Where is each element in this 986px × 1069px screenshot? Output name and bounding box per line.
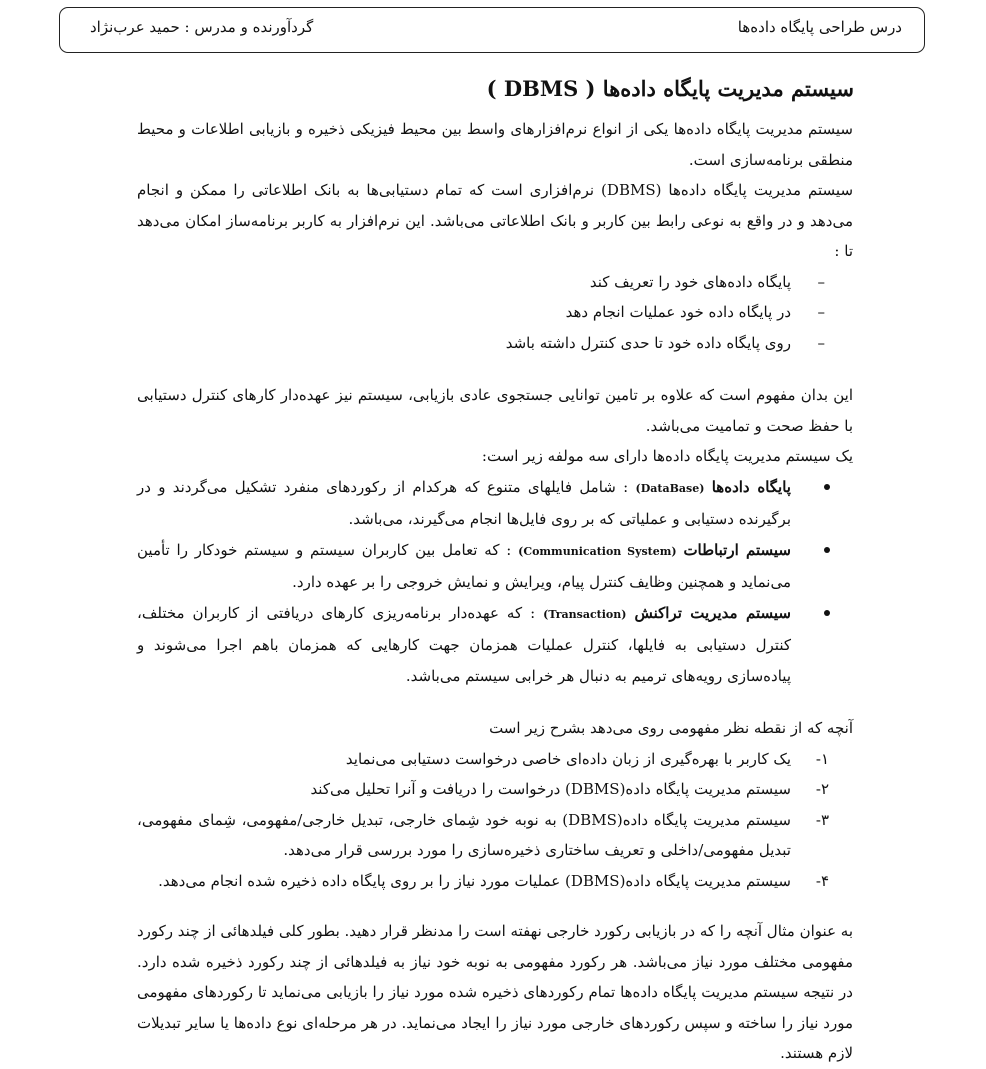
document-body bbox=[137, 114, 853, 1069]
step-number: ۳- bbox=[815, 810, 829, 829]
list-item: – در پایگاه داده خود عملیات انجام دهد bbox=[137, 297, 791, 328]
capabilities-list bbox=[137, 267, 853, 359]
list-item bbox=[137, 805, 829, 866]
page-header bbox=[59, 7, 925, 53]
component-text: : که تعامل بین کاربران سیستم و سیستم خودکار را تأمین می‌نماید و همچنین وظایف کنترل پیام، ویرایش و نمایش خروجی را بر عهده دارد. bbox=[137, 540, 791, 591]
list-item bbox=[137, 744, 829, 775]
course-title: درس طراحی پایگاه داده‌ها bbox=[737, 18, 902, 36]
list-item bbox=[137, 535, 791, 598]
step-number: ۱- bbox=[815, 749, 829, 768]
step-number: ۲- bbox=[815, 780, 829, 798]
section-title: سیستم مدیریت پایگاه داده‌ها ( DBMS ) bbox=[486, 76, 854, 101]
component-en: (Communication System) bbox=[518, 544, 677, 558]
intro-paragraph-1: سیستم مدیریت پایگاه داده‌ها یکی از انواع نرم‌افزارهای واسط بین محیط فیزیکی ذخیره و بازیابی اطلاعات و محیط منطقی برنامه‌سازی است. bbox=[137, 120, 853, 169]
step-text: یک کاربر با بهره‌گیری از زبان داده‌ای خاصی درخواست دستیابی می‌نماید bbox=[345, 749, 791, 768]
component-text: : که عهده‌دار برنامه‌ریزی کارهای دریافتی از کاربران مختلف، کنترل دستیابی به فایلها، کنترل عملیات همزمان جهت کارهایی که همزمان باهم اجرا می‌شوند و پیاده‌سازی رویه‌های ترمیم به دنبال هر خرابی سیستم می‌باشد. bbox=[137, 603, 791, 685]
list-item bbox=[137, 598, 791, 692]
section3-intro: آنچه که از نقطه نظر مفهومی روی می‌دهد بشرح زیر است bbox=[489, 719, 853, 737]
component-name: سیستم مدیریت تراکنش bbox=[634, 603, 791, 622]
section4-paragraph: به عنوان مثال آنچه را که در بازیابی رکورد خارجی نهفته است را مدنظر قرار دهید. بطور کلی فیلدهائی از چند رکورد مفهومی مختلف مورد نیاز می‌باشد. هر رکورد مفهومی به نوبه خود نیاز به فیلدهائی از چند رکورد ذخیره شده دارد. در نتیجه سیستم مدیریت پایگاه داده‌ها تمام رکوردهای ذخیره شده مورد نیاز را بازیابی می‌نماید تا رکوردهای مفهومی مورد نیاز را ساخته و سپس رکوردهای خارجی مورد نیاز را ایجاد می‌نماید. در هر مرحله‌ای نوع داده‌ها یا سایر تبدیلات لازم هستند. bbox=[136, 922, 853, 1062]
list-item bbox=[137, 866, 829, 897]
list-item: – پایگاه داده‌های خود را تعریف کند bbox=[137, 267, 791, 298]
component-en: (Transaction) bbox=[543, 607, 627, 621]
steps-list bbox=[137, 744, 853, 897]
list-item bbox=[137, 472, 791, 535]
component-en: (DataBase) bbox=[635, 481, 705, 495]
list-item: – روی پایگاه داده خود تا حدی کنترل داشته باشد bbox=[137, 328, 791, 359]
section2-paragraph-2: یک سیستم مدیریت پایگاه داده‌ها دارای سه مولفه زیر است: bbox=[481, 447, 853, 465]
step-text: سیستم مدیریت پایگاه داده(DBMS) درخواست را دریافت و آنرا تحلیل می‌کند bbox=[310, 780, 791, 798]
author-line: گردآورنده و مدرس : حمید عرب‌نژاد bbox=[90, 18, 314, 36]
step-number: ۴- bbox=[815, 871, 829, 890]
step-text: سیستم مدیریت پایگاه داده(DBMS) عملیات مورد نیاز را بر روی پایگاه داده ذخیره شده انجام می‌دهد. bbox=[158, 871, 791, 890]
intro-paragraph-2: سیستم مدیریت پایگاه داده‌ها (DBMS) نرم‌افزاری است که تمام دستیابی‌ها به بانک اطلاعاتی را ممکن و انجام می‌دهد و در واقع به نوعی رابط بین کاربر و بانک اطلاعاتی می‌باشد. این نرم‌افزار به کاربر برنامه‌ساز امکان می‌دهد تا : bbox=[137, 181, 854, 260]
component-name: سیستم ارتباطات bbox=[683, 540, 791, 559]
component-text: : شامل فایلهای متنوع که هرکدام از رکوردهای منفرد تشکیل می‌گردند و در برگیرنده دستیابی و عملیاتی که بر روی فایل‌ها انجام می‌گیرند، می‌باشد. bbox=[137, 477, 791, 528]
list-item bbox=[137, 774, 829, 805]
component-name: پایگاه داده‌ها bbox=[711, 477, 791, 496]
components-list bbox=[137, 472, 853, 692]
step-text: سیستم مدیریت پایگاه داده(DBMS) به نوبه خود شِمای خارجی، تبدیل خارجی/مفهومی، شِمای مفهومی، تبدیل مفهومی/داخلی و تعریف ساختاری ذخیره‌سازی را مورد بررسی قرار می‌دهد. bbox=[137, 810, 791, 859]
section2-paragraph-1: این بدان مفهوم است که علاوه بر تامین توانایی جستجوی عادی بازیابی، سیستم نیز عهده‌دار کارهای کنترل دستیابی با حفظ صحت و تمامیت می‌باشد. bbox=[137, 386, 853, 435]
